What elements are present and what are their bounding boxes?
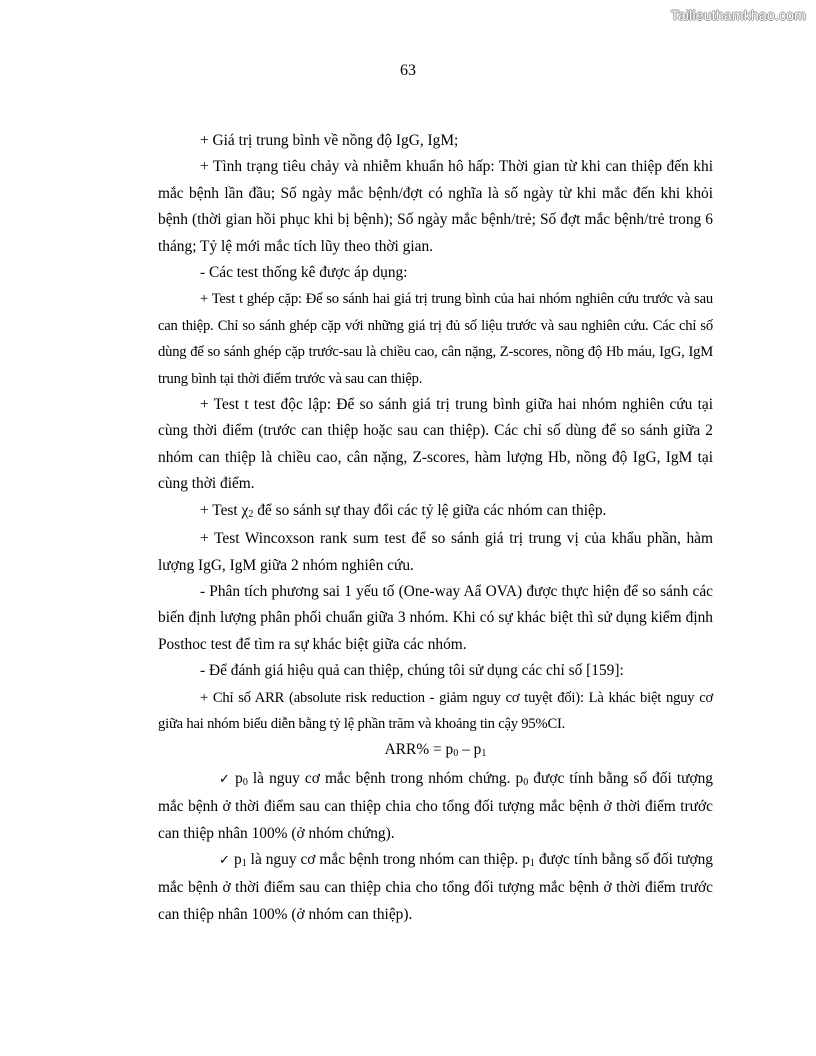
bullet-p0-var: p [235,769,243,787]
formula-mid: – p [458,741,482,759]
paragraph-diarrhea-respiratory: + Tình trạng tiêu chảy và nhiễm khuẩn hô hấp: Thời gian từ khi can thiệp đến khi mắc bệnh lần đầu; Số ngày mắc bệnh/đợt có nghĩa là số ngày từ khi mắc đến khi khỏi bệnh (thời gian hồi phục khi bị bệnh); Số ngày mắc bệnh/trẻ; Số đợt mắc bệnh/trẻ trong 6 tháng; Tỷ lệ mới mắc tích lũy theo thời gian. [158,158,713,255]
formula-sub-1: 1 [481,748,487,760]
paragraph-independent-t-test: + Test t test độc lập: Để so sánh giá trị trung bình giữa hai nhóm nghiên cứu tại cùng thời điểm (trước can thiệp hoặc sau can thiệp). Các chỉ số dùng để so sánh giữa 2 nhóm can thiệp là chiều cao, cân nặng, Z-scores, hàm lượng Hb, nồng độ IgG, IgM tại cùng thời điểm. [158,396,713,493]
bullet-p1-var: p [234,850,242,868]
document-body [158,128,713,928]
bullet-p1 [158,847,713,928]
chi-square-subscript: 2 [248,508,254,520]
bullet-p0 [158,766,713,847]
bullet-p1-sub: 1 [241,857,247,869]
bullet-p1-text2: được tính bằng số đối tượng mắc bệnh ở thời điểm sau can thiệp chia cho tổng đối tượng mắc bệnh ở thời điểm trước can thiệp nhân 100% (ở nhóm can thiệp). [158,850,714,923]
formula-sub-0: 0 [453,748,459,760]
page-number: 63 [400,62,416,79]
paragraph-anova: - Phân tích phương sai 1 yếu tố (One-way Aẩ OVA) được thực hiện để so sánh các biến định lượng phân phối chuẩn giữa 3 nhóm. Khi có sự khác biệt thì sử dụng kiểm định Posthoc test để tìm ra sự khác biệt giữa các nhóm. [158,582,713,653]
paragraph-effectiveness-indices: - Để đánh giá hiệu quả can thiệp, chúng tôi sử dụng các chỉ số [159]: [200,662,624,680]
formula-lhs: ARR% = p [384,741,454,759]
bullet-p0-sub: 0 [242,776,248,788]
checkmark-icon: ✓ [219,771,232,787]
paragraph-igg-igm: + Giá trị trung bình về nồng độ IgG, IgM; [200,132,459,149]
paragraph-arr-definition: + Chỉ số ARR (absolute risk reduction - giảm nguy cơ tuyệt đối): Là khác biệt nguy cơ giữa hai nhóm biểu diễn bằng tỷ lệ phần trăm và khoảng tin cậy 95%CI. [158,689,713,732]
bullet-p0-text1: là nguy cơ mắc bệnh trong nhóm chứng. p [247,769,524,787]
paragraph-chi-square-test [158,498,713,526]
paragraph-statistical-tests: - Các test thống kê được áp dụng: [200,264,408,282]
bullet-p1-text1: là nguy cơ mắc bệnh trong nhóm can thiệp. p [246,850,530,868]
paragraph-paired-t-test: + Test t ghép cặp: Để so sánh hai giá trị trung bình của hai nhóm nghiên cứu trước và sau can thiệp. Chỉ so sánh ghép cặp với những giá trị đủ số liệu trước và sau nghiên cứu. Các chỉ số dùng để so sánh ghép cặp trước-sau là chiều cao, cân nặng, Z-scores, nồng độ Hb máu, IgG, IgM trung bình tại thời điểm trước và sau can thiệp. [158,291,713,387]
bullet-p1-sub2: 1 [529,857,535,869]
formula-arr [158,737,713,765]
checkmark-icon: ✓ [219,852,231,868]
watermark: Tailieuthamkhao.com [670,7,806,23]
bullet-p0-sub2: 0 [523,776,529,788]
paragraph-wilcoxon-test: + Test Wincoxson rank sum test để so sánh giá trị trung vị của khẩu phần, hàm lượng IgG, IgM giữa 2 nhóm nghiên cứu. [158,530,713,574]
bullet-p0-text2: được tính bằng số đối tượng mắc bệnh ở thời điểm sau can thiệp chia cho tổng đối tượng mắc bệnh ở thời điểm trước can thiệp nhân 100% (ở nhóm chứng). [158,769,713,842]
chi-square-text: để so sánh sự thay đổi các tỷ lệ giữa các nhóm can thiệp. [253,501,607,519]
chi-square-prefix: + Test χ [200,501,249,519]
